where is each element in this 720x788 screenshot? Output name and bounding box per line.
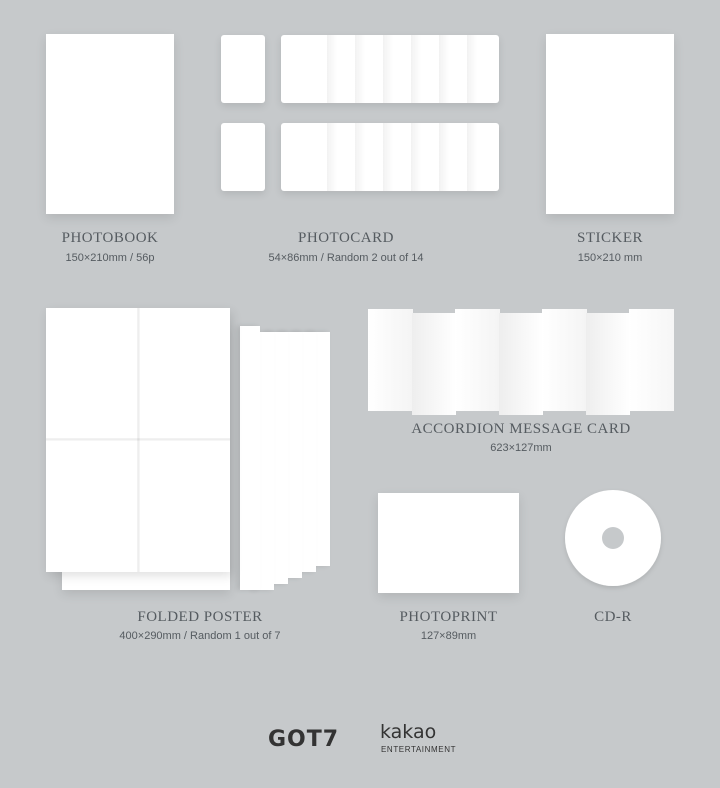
photobook-image bbox=[46, 34, 174, 214]
cd-r-image bbox=[556, 488, 666, 598]
accordion-card-label: ACCORDION MESSAGE CARD bbox=[411, 421, 631, 437]
photoprint-image bbox=[378, 493, 519, 593]
sticker-spec: 150×210 mm bbox=[577, 252, 643, 264]
sticker-image bbox=[546, 34, 674, 214]
photoprint-spec: 127×89mm bbox=[420, 630, 477, 642]
sticker-label: STICKER bbox=[576, 230, 643, 246]
photoprint-label: PHOTOPRINT bbox=[399, 609, 498, 625]
kakao-logo: kakao bbox=[380, 721, 437, 743]
photocard-strip-top bbox=[281, 35, 499, 103]
photobook-label: PHOTOBOOK bbox=[61, 230, 159, 246]
cd-r-label: CD-R bbox=[594, 609, 632, 625]
kakao-entertainment-text: ENTERTAINMENT bbox=[381, 745, 457, 754]
photocard-strip-bottom bbox=[281, 123, 499, 191]
photocard-single-top bbox=[221, 35, 265, 103]
photocard-spec: 54×86mm / Random 2 out of 14 bbox=[268, 252, 424, 264]
got7-logo: GOT7 bbox=[268, 727, 340, 752]
accordion-card-spec: 623×127mm bbox=[490, 442, 552, 454]
folded-poster-spec: 400×290mm / Random 1 out of 7 bbox=[119, 630, 281, 642]
photobook-spec: 150×210mm / 56p bbox=[65, 252, 155, 264]
poster-front-sheet bbox=[46, 308, 230, 572]
photocard-single-bottom bbox=[221, 123, 265, 191]
folded-poster-label: FOLDED POSTER bbox=[137, 609, 263, 625]
photocard-label: PHOTOCARD bbox=[298, 230, 394, 246]
